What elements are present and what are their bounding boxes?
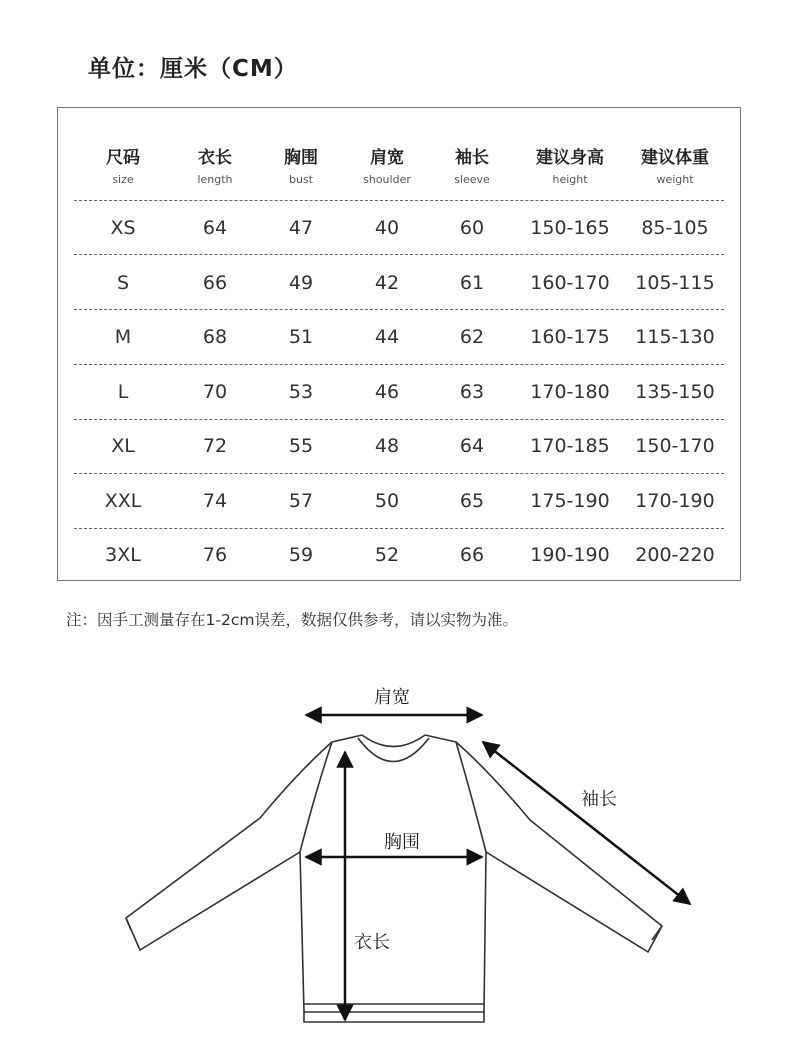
shirt-measurement-diagram [0,660,800,1060]
table-cell: 65 [459,490,485,512]
bust-label: 胸围 [384,832,420,853]
header-size [74,134,172,200]
table-cell: 105-115 [635,272,715,294]
header-label: 尺码 [106,148,140,168]
table-cell: 64 [459,435,485,457]
table-cell: 70 [202,381,228,403]
header-bust [258,134,344,200]
header-sleeve [430,134,514,200]
table-cell: XS [110,217,136,239]
header-length [172,134,258,200]
table-row [74,256,724,310]
table-row [74,419,724,473]
table-cell: 51 [288,326,314,348]
header-weight [626,134,724,200]
table-row [74,474,724,528]
table-cell: 135-150 [635,381,715,403]
table-cell: 60 [459,217,485,239]
header-sublabel: weight [656,173,694,186]
shoulder-label: 肩宽 [374,687,410,708]
header-label: 建议身高 [536,148,604,168]
table-cell: 53 [288,381,314,403]
table-cell: 200-220 [635,544,715,566]
table-cell: M [114,326,132,348]
table-row [74,365,724,419]
sleeve-label: 袖长 [581,789,617,810]
table-cell: 66 [202,272,228,294]
table-cell: 190-190 [530,544,610,566]
unit-title: 单位：厘米（CM） [88,56,298,82]
shirt-outline-icon [126,735,662,1022]
table-cell: 52 [374,544,400,566]
table-cell: 63 [459,381,485,403]
table-cell: 42 [374,272,400,294]
header-sublabel: sleeve [454,173,490,186]
table-cell: 61 [459,272,485,294]
table-cell: 170-180 [530,381,610,403]
header-height [514,134,626,200]
table-cell: 160-175 [530,326,610,348]
table-cell: 85-105 [641,217,709,239]
table-cell: 46 [374,381,400,403]
table-cell: 150-165 [530,217,610,239]
table-cell: 170-190 [635,490,715,512]
header-label: 袖长 [455,148,489,168]
table-cell: S [116,272,130,294]
table-cell: 59 [288,544,314,566]
table-cell: 49 [288,272,314,294]
table-cell: XXL [104,490,142,512]
header-sublabel: bust [289,173,313,186]
table-cell: 150-170 [635,435,715,457]
table-cell: 170-185 [530,435,610,457]
header-sublabel: length [197,173,233,186]
table-row [74,310,724,364]
table-cell: 48 [374,435,400,457]
header-label: 胸围 [284,148,318,168]
table-cell: 175-190 [530,490,610,512]
sleeve-arrow [483,742,690,904]
table-cell: 68 [202,326,228,348]
table-header-row [74,134,724,200]
row-divider [74,254,724,255]
length-label: 衣长 [354,932,390,953]
table-cell: 64 [202,217,228,239]
table-cell: 66 [459,544,485,566]
header-label: 建议体重 [641,148,709,168]
table-cell: 57 [288,490,314,512]
header-sublabel: shoulder [363,173,411,186]
header-sublabel: size [112,173,134,186]
table-cell: 76 [202,544,228,566]
table-cell: XL [111,435,135,457]
header-label: 衣长 [198,148,232,168]
header-label: 肩宽 [370,148,404,168]
header-sublabel: height [552,173,588,186]
table-row [74,201,724,255]
table-cell: 74 [202,490,228,512]
table-cell: 62 [459,326,485,348]
table-cell: L [117,381,129,403]
table-cell: 160-170 [530,272,610,294]
header-shoulder [344,134,430,200]
size-table [57,107,741,581]
table-cell: 3XL [105,544,141,566]
table-cell: 115-130 [635,326,715,348]
table-cell: 40 [374,217,400,239]
table-cell: 47 [288,217,314,239]
table-cell: 72 [202,435,228,457]
table-cell: 50 [374,490,400,512]
table-cell: 44 [374,326,400,348]
measurement-note: 注：因手工测量存在1-2cm误差，数据仅供参考，请以实物为准。 [66,611,518,629]
table-cell: 55 [288,435,314,457]
table-row [74,528,724,582]
